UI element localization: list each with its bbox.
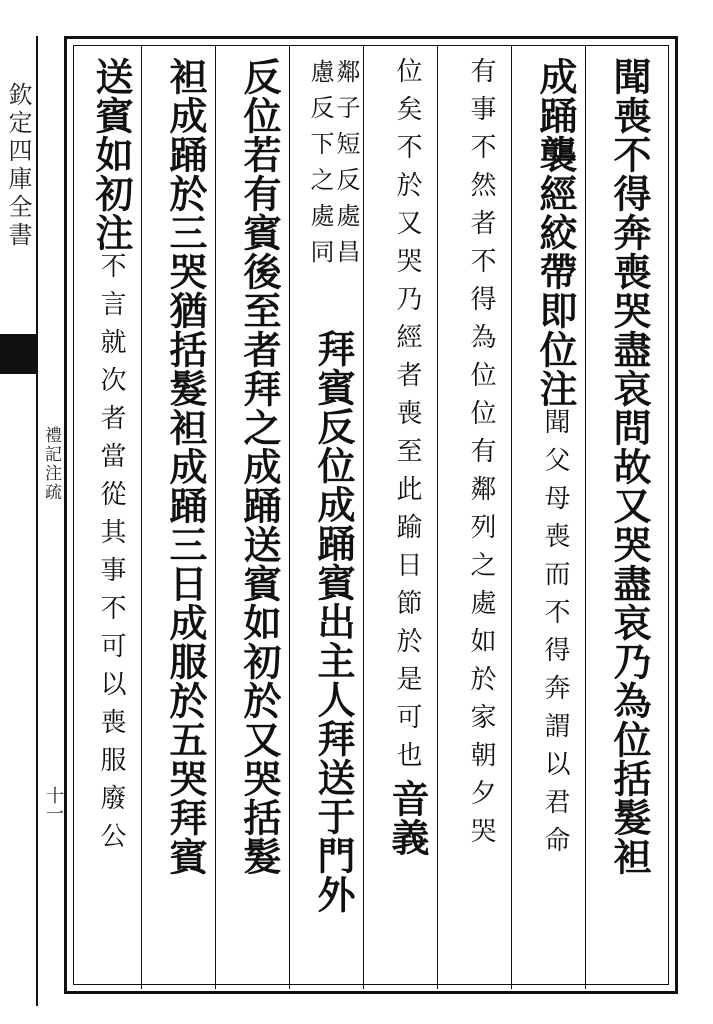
text-column-2 (529, 57, 581, 977)
main-text: 成踊襲經絞帶即位注 (533, 57, 578, 408)
section-title: 禮記注疏 (41, 426, 61, 502)
text-column-1 (603, 57, 655, 977)
main-text: 反位若有賓後至者拜之成踊送賓如初於又哭括髮 (237, 57, 282, 876)
column-rule (215, 45, 216, 989)
double-line-note-right: 鄰子短反處昌 (332, 59, 360, 275)
main-text: 送賓如初注 (89, 57, 134, 252)
page-number: 十一 (43, 786, 64, 822)
margin-strip (0, 36, 38, 1006)
column-rule (141, 45, 142, 989)
text-frame (64, 36, 678, 994)
text-column-3 (455, 57, 507, 977)
text-column-6 (233, 57, 285, 977)
main-text: 拜賓反位成踊賓出主人拜送于門外 (311, 329, 356, 914)
commentary-text: 不言就次者當從其事不可以喪服廢公 (96, 252, 126, 860)
yinyi-label: 音義 (385, 779, 430, 857)
text-column-8 (85, 57, 137, 977)
commentary-text: 有事不然者不得為位位有鄰列之處如於家朝夕哭 (466, 57, 496, 855)
margin-black-band (0, 334, 36, 374)
column-rule (437, 45, 438, 989)
column-rule (585, 45, 586, 989)
commentary-text: 位矣不於又哭乃經者喪至此踰日節於是可也 (392, 57, 422, 779)
column-rule (289, 45, 290, 989)
double-line-note (307, 59, 359, 359)
book-title: 欽定四庫全書 (4, 82, 32, 250)
double-line-note-left: 慮反下之處同 (306, 59, 334, 275)
main-text: 袒成踊於三哭猶括髮袒成踊三日成服於五哭拜賓 (163, 57, 208, 876)
commentary-text: 聞父母喪而不得奔謂以君命 (540, 408, 570, 864)
column-rule (511, 45, 512, 989)
text-column-7 (159, 57, 211, 977)
text-column-4 (381, 57, 433, 977)
main-text: 聞喪不得奔喪哭盡哀問故又哭盡哀乃為位括髮袒 (607, 57, 652, 876)
text-column-5 (307, 329, 359, 979)
column-rule (363, 45, 364, 989)
